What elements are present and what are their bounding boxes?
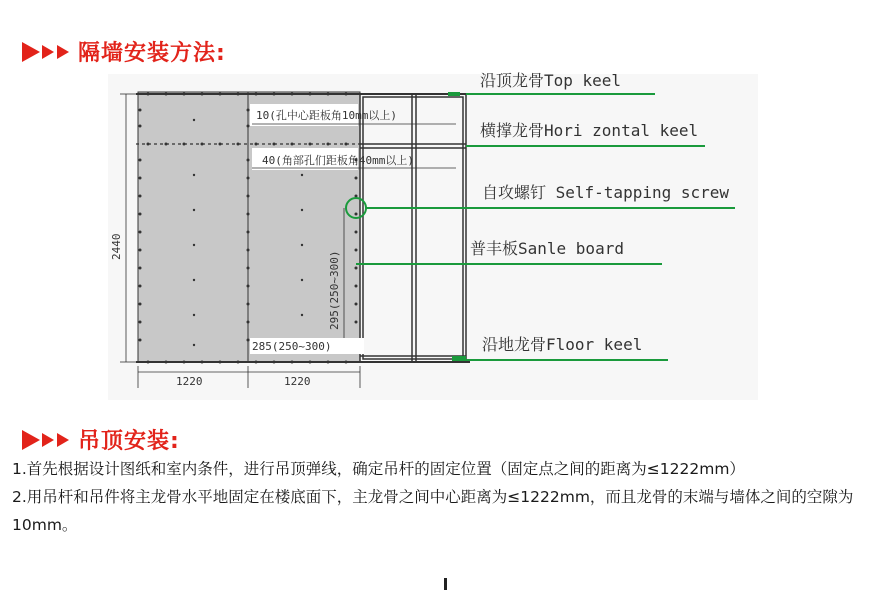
dim-horizontal-spacing: 285(250~300) [252,340,332,353]
step-2: 2.用吊杆和吊件将主龙骨水平地固定在楼底面下，主龙骨之间中心距离为≤1222mm，而且龙骨的末端与墙体之间的空隙为10mm。 [12,488,854,534]
label-screw: 自攻螺钉 Self-tapping screw [482,183,730,202]
board-panel-left [138,92,248,362]
note-40mm: 40(角部孔们距板角40mm以上) [262,154,414,167]
section-heading-ceiling [22,424,180,455]
dim-width-right: 1220 [284,375,311,388]
dim-vertical-spacing: 295(250~300) [328,250,341,330]
dim-width-left: 1220 [176,375,203,388]
partition-wall-diagram [0,60,893,400]
section-title: 隔墙安装方法: [78,41,226,66]
section-title: 吊顶安装: [78,429,180,454]
dim-height: 2440 [110,233,123,260]
triple-arrow-icon [22,42,72,62]
triple-arrow-icon [22,430,72,450]
label-floor-keel: 沿地龙骨Floor keel [482,335,643,354]
label-board: 普丰板Sanle board [470,239,624,258]
label-top-keel: 沿顶龙骨Top keel [480,71,622,90]
note-10mm: 10(孔中心距板角10mm以上) [256,109,397,122]
next-figure-top-edge [444,578,447,590]
label-horizontal-keel: 横撑龙骨Hori zontal keel [480,121,699,140]
ceiling-steps [12,455,872,539]
board-panel-middle [248,92,360,362]
step-1: 1.首先根据设计图纸和室内条件，进行吊顶弹线，确定吊杆的固定位置（固定点之间的距离为≤1222mm） [12,460,745,478]
